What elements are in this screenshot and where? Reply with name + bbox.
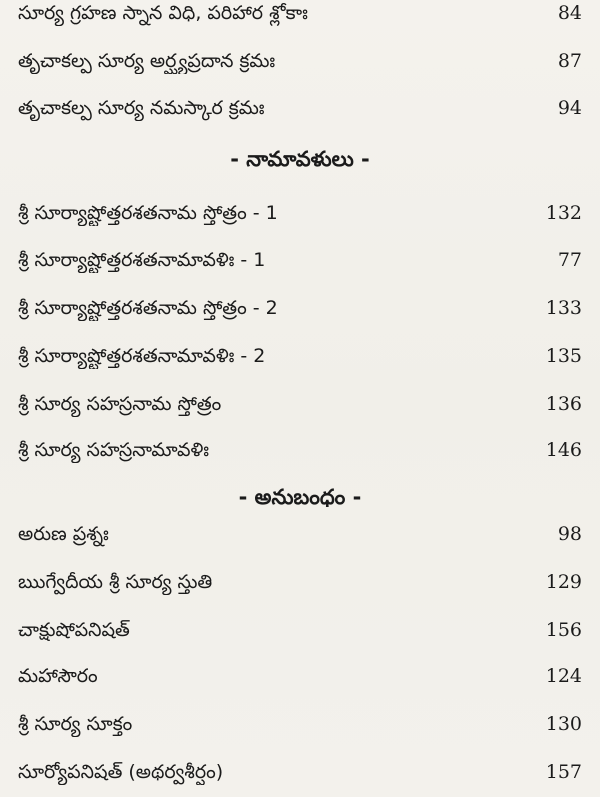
toc-entry-page: 87 [557, 50, 582, 72]
toc-entry-page: 98 [557, 523, 582, 545]
toc-entry [18, 711, 582, 737]
section-heading-anubandham: - అనుబంధం - [238, 485, 362, 509]
toc-entry [18, 663, 582, 689]
toc-entry [18, 200, 582, 226]
toc-entry-title: తృచాకల్ప సూర్య అర్ఘ్యప్రదాన క్రమః [18, 50, 276, 72]
toc-entry-page: 124 [545, 665, 582, 687]
toc-entry [18, 343, 582, 369]
toc-entry-page: 136 [545, 393, 582, 415]
toc-entry-page: 129 [545, 571, 582, 593]
toc-entry-page: 94 [557, 97, 582, 119]
toc-entry-title: శ్రీ సూర్య సూక్తం [18, 713, 133, 735]
toc-entry [18, 247, 582, 273]
toc-entry-title: ఋగ్వేదీయ శ్రీ సూర్య స్తుతి [18, 571, 213, 593]
toc-entry [18, 437, 582, 463]
toc-entry-title: చాక్షుషోపనిషత్ [18, 619, 130, 641]
toc-entry-title: అరుణ ప్రశ్నః [18, 523, 109, 545]
toc-entry-title: శ్రీ సూర్యాష్టోత్తరశతనామ స్తోత్రం - 1 [18, 202, 278, 224]
toc-entry [18, 295, 582, 321]
toc-entry [18, 95, 582, 121]
toc-entry [18, 569, 582, 595]
toc-entry-title: శ్రీ సూర్యాష్టోత్తరశతనామావళిః - 1 [18, 249, 266, 271]
toc-entry-page: 156 [545, 619, 582, 641]
toc-entry-page: 135 [545, 345, 582, 367]
toc-entry-page: 132 [545, 202, 582, 224]
toc-entry [18, 617, 582, 643]
toc-entry-title: సూర్యోపనిషత్ (అథర్వశీర్షం) [18, 761, 224, 783]
toc-entry-title: తృచాకల్ప సూర్య నమస్కార క్రమః [18, 97, 265, 119]
toc-entry [18, 521, 582, 547]
toc-entry [18, 759, 582, 785]
toc-entry-page: 146 [545, 439, 582, 461]
toc-entry [18, 0, 582, 26]
toc-entry-page: 84 [557, 2, 582, 24]
toc-entry-title: సూర్య గ్రహణ స్నాన విధి, పరిహార శ్లోకాః [18, 2, 308, 24]
toc-entry [18, 48, 582, 74]
toc-entry-title: శ్రీ సూర్యాష్టోత్తరశతనామావళిః - 2 [18, 345, 266, 367]
toc-entry-title: శ్రీ సూర్య సహస్రనామ స్తోత్రం [18, 393, 222, 415]
toc-entry-page: 77 [557, 249, 582, 271]
toc-entry [18, 391, 582, 417]
toc-entry-page: 130 [545, 713, 582, 735]
section-heading-namavalulu: - నామావళులు - [230, 147, 370, 171]
toc-entry-page: 133 [545, 297, 582, 319]
toc-entry-title: మహాసౌరం [18, 665, 98, 687]
toc-entry-page: 157 [545, 761, 582, 783]
toc-entry-title: శ్రీ సూర్య సహస్రనామావళిః [18, 439, 209, 461]
toc-entry-title: శ్రీ సూర్యాష్టోత్తరశతనామ స్తోత్రం - 2 [18, 297, 278, 319]
